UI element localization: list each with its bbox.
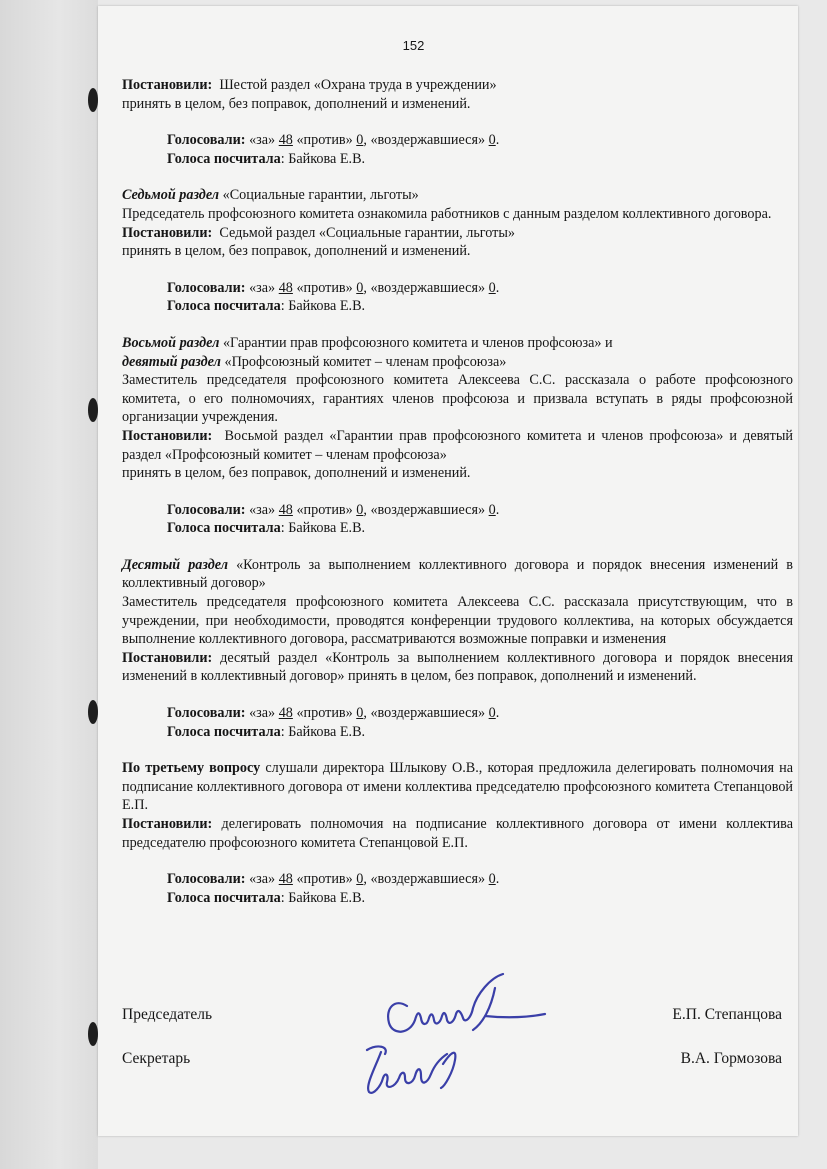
vote-abstain-value: 0	[488, 501, 496, 518]
vote-against-value: 0	[356, 871, 364, 888]
vote-abstain-label: «воздержавшиеся»	[370, 501, 486, 518]
decided-label: Постановили:	[122, 649, 213, 666]
vote-against-label: «против»	[296, 871, 353, 888]
vote-counter-label: Голоса посчитала	[167, 723, 281, 740]
vote-label: Голосовали:	[167, 501, 246, 518]
secretary-name: В.А. Гормозова	[680, 1050, 782, 1067]
vote-abstain-value: 0	[488, 705, 496, 722]
vote-counter-name: : Байкова Е.В.	[280, 889, 366, 906]
section-title-rest: «Контроль за выполнением коллективного договора и порядок внесения изменений в коллективный договор»	[122, 556, 793, 592]
binder-hole	[88, 1022, 98, 1046]
vote-counter-name: : Байкова Е.В.	[280, 520, 366, 537]
scan-left-margin	[0, 0, 98, 1169]
vote-counter-name: : Байкова Е.В.	[280, 298, 366, 315]
question-intro: По третьему вопросу	[122, 760, 261, 777]
decided-text: десятый раздел «Контроль за выполнением коллективного договора и порядок внесения изменений в коллективный договор» принять в целом, без поправок, дополнений и изменений.	[122, 649, 793, 685]
vote-against-label: «против»	[296, 132, 353, 149]
vote-counter-name: : Байкова Е.В.	[280, 150, 366, 167]
vote-abstain-value: 0	[488, 871, 496, 888]
vote-label: Голосовали:	[167, 279, 246, 296]
vote-for-label: «за»	[249, 705, 276, 722]
vote-abstain-label: «воздержавшиеся»	[370, 132, 486, 149]
vote-label: Голосовали:	[167, 871, 246, 888]
section-title-rest: «Гарантии прав профсоюзного комитета и членов профсоюза» и	[222, 334, 613, 351]
vote-for-label: «за»	[249, 279, 276, 296]
section-8-9	[122, 334, 793, 483]
vote-for-value: 48	[278, 132, 293, 149]
decided-label: Постановили:	[122, 224, 213, 241]
secretary-signature	[367, 1047, 455, 1093]
binder-hole	[88, 700, 98, 724]
section-report: Председатель профсоюзного комитета ознакомила работников с данным разделом коллективного договора.	[122, 205, 772, 222]
vote-against-value: 0	[356, 705, 364, 722]
secretary-role: Секретарь	[122, 1050, 191, 1067]
vote-for-value: 48	[278, 501, 293, 518]
vote-block: Голосовали: «за» 48 «против» 0, «воздержавшиеся» 0. Голоса посчитала: Байкова Е.В.	[167, 501, 500, 537]
vote-against-label: «против»	[296, 705, 353, 722]
vote-for-label: «за»	[249, 501, 276, 518]
section-title: Восьмой раздел	[122, 334, 220, 351]
vote-against-label: «против»	[296, 279, 353, 296]
vote-abstain-value: 0	[488, 279, 496, 296]
vote-for-label: «за»	[249, 132, 276, 149]
decided-text: принять в целом, без поправок, дополнений и изменений.	[122, 465, 471, 482]
vote-abstain-label: «воздержавшиеся»	[370, 279, 486, 296]
vote-counter-label: Голоса посчитала	[167, 298, 281, 315]
vote-block: Голосовали: «за» 48 «против» 0, «воздержавшиеся» 0. Голоса посчитала: Байкова Е.В.	[167, 132, 500, 167]
section-10	[122, 556, 793, 686]
vote-against-value: 0	[356, 132, 364, 149]
vote-for-label: «за»	[249, 871, 276, 888]
vote-block: Голосовали: «за» 48 «против» 0, «воздержавшиеся» 0. Голоса посчитала: Байкова Е.В.	[167, 871, 500, 906]
decided-text: Седьмой раздел «Социальные гарантии, льготы»	[219, 224, 516, 241]
section-report: Заместитель председателя профсоюзного комитета Алексеева С.С. рассказала присутствующим, что в учреждении, при необходимости, проводятся конференции трудового коллектива, на которых обсуждается выполнение коллективного договора, рассматриваются возможные поправки и изменения	[122, 594, 793, 648]
vote-label: Голосовали:	[167, 705, 246, 722]
vote-for-value: 48	[278, 871, 293, 888]
vote-abstain-label: «воздержавшиеся»	[370, 705, 486, 722]
vote-against-label: «против»	[296, 501, 353, 518]
vote-abstain-label: «воздержавшиеся»	[370, 871, 486, 888]
vote-abstain-value: 0	[488, 132, 496, 149]
section-title: Десятый раздел	[122, 556, 229, 573]
handwritten-signatures	[355, 968, 555, 1098]
section-report: Заместитель председателя профсоюзного комитета Алексеева С.С. рассказала о работе профсоюзного комитета, о его полномочиях, гарантиях членов профсоюза и призвала вступать в ряды профсоюзной организации учреждения.	[122, 372, 793, 426]
section-6-decision	[122, 76, 793, 113]
vote-block: Голосовали: «за» 48 «против» 0, «воздержавшиеся» 0. Голоса посчитала: Байкова Е.В.	[167, 705, 500, 740]
question-text: слушали директора Шлыкову О.В., которая предложила делегировать полномочия на подписание коллективного договора от имени коллектива председателю профсоюзного комитета Степанцовой Е.П.	[122, 760, 793, 814]
chair-name: Е.П. Степанцова	[672, 1006, 782, 1023]
decided-text: Восьмой раздел «Гарантии прав профсоюзного комитета и членов профсоюза» и девятый раздел «Профсоюзный комитет – членам профсоюза»	[122, 427, 793, 463]
section-title: девятый раздел	[122, 353, 221, 370]
section-title: Седьмой раздел	[122, 187, 220, 204]
page-number: 152	[402, 38, 425, 53]
decided-text: Шестой раздел «Охрана труда в учреждении»	[219, 77, 497, 93]
vote-counter-name: : Байкова Е.В.	[280, 723, 366, 740]
vote-against-value: 0	[356, 279, 364, 296]
vote-counter-label: Голоса посчитала	[167, 520, 281, 537]
chair-role: Председатель	[122, 1006, 213, 1023]
vote-label: Голосовали:	[167, 132, 246, 149]
decided-label: Постановили:	[122, 816, 213, 832]
vote-against-value: 0	[356, 501, 364, 518]
vote-block: Голосовали: «за» 48 «против» 0, «воздержавшиеся» 0. Голоса посчитала: Байкова Е.В.	[167, 279, 500, 315]
decided-label: Постановили:	[122, 77, 213, 93]
vote-for-value: 48	[278, 705, 293, 722]
question-3	[122, 759, 793, 852]
vote-counter-label: Голоса посчитала	[167, 889, 281, 906]
decided-text: принять в целом, без поправок, дополнений и изменений.	[122, 243, 471, 260]
chair-signature	[388, 974, 545, 1032]
binder-hole	[88, 88, 98, 112]
vote-for-value: 48	[278, 279, 293, 296]
binder-hole	[88, 398, 98, 422]
section-title-rest: «Социальные гарантии, льготы»	[222, 187, 419, 204]
section-title-rest: «Профсоюзный комитет – членам профсоюза»	[224, 353, 507, 370]
section-7	[122, 186, 793, 260]
document-body	[122, 76, 793, 925]
decided-text: делегировать полномочия на подписание коллективного договора от имени коллектива председателю профсоюзного комитета Степанцовой Е.П.	[122, 816, 793, 851]
decided-text: принять в целом, без поправок, дополнений и изменений.	[122, 95, 471, 112]
vote-counter-label: Голоса посчитала	[167, 150, 281, 167]
decided-label: Постановили:	[122, 427, 213, 444]
